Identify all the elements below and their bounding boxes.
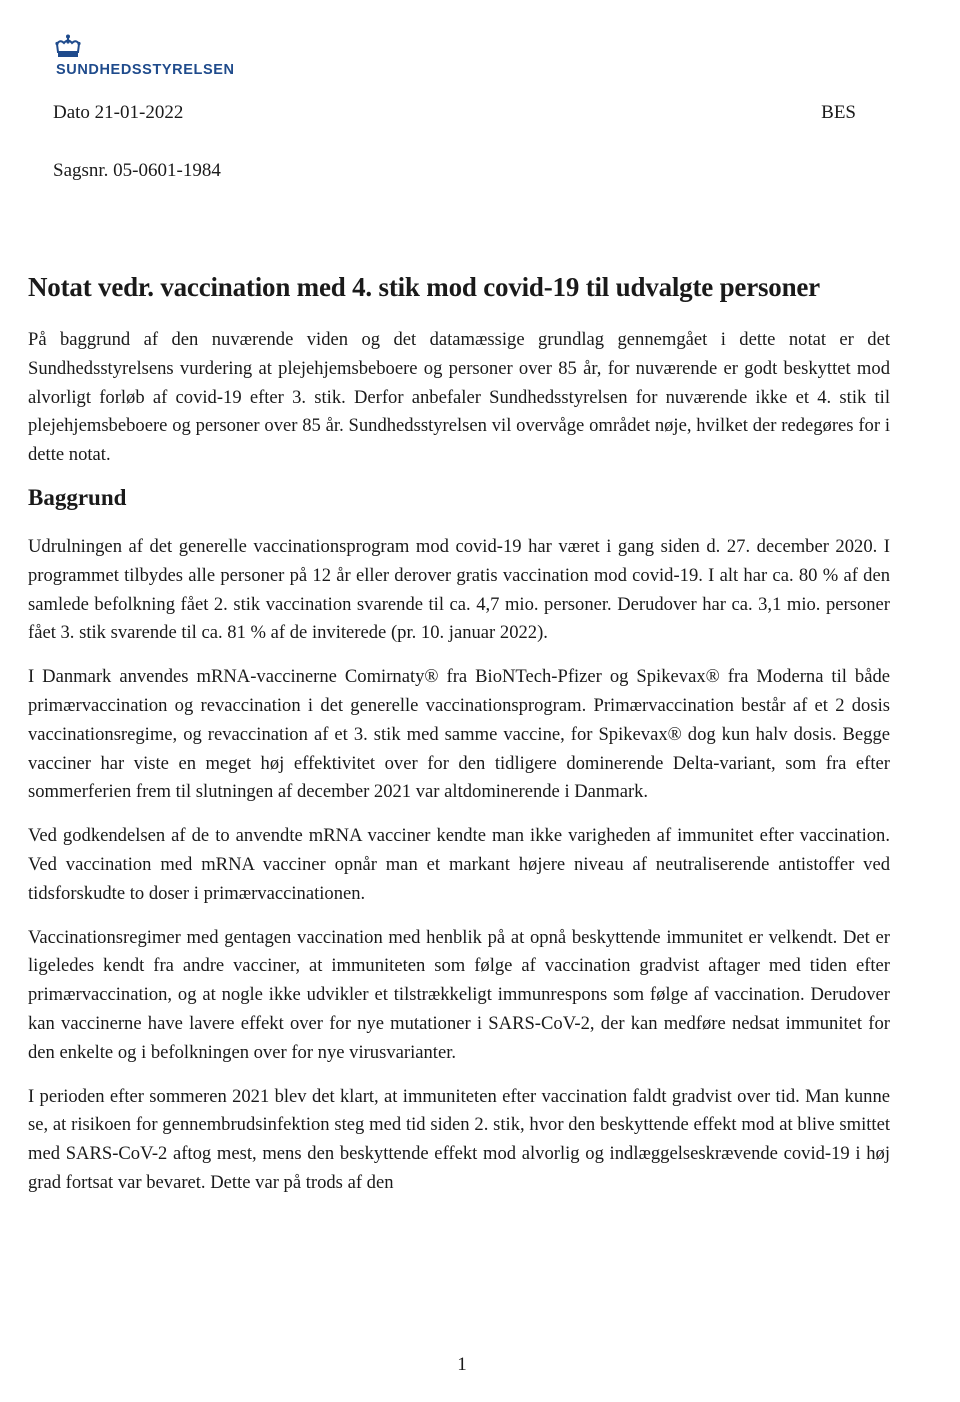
section-heading: Baggrund — [28, 484, 127, 510]
document-body — [28, 326, 890, 1213]
case-number: Sagsnr. 05-0601-1984 — [53, 160, 221, 181]
logo-text: SUNDHEDSSTYRELSEN — [56, 62, 235, 78]
document-title: Notat vedr. vaccination med 4. stik mod covid-19 til udvalgte personer — [28, 272, 820, 302]
intro-paragraph: På baggrund af den nuværende viden og det datamæssige grundlag gennemgået i dette notat er det Sundhedsstyrelsens vurdering at plejehjemsbeboere og personer over 85 år, for nuværende er godt beskyttet mod alvorligt forløb af covid-19 efter 3. stik. Derfor anbefaler Sundhedsstyrelsen for nuværende ikke et 4. stik til plejehjemsbeboere og personer over 85 år. Sundhedsstyrelsen vil overvåge området nøje, hvilket der redegøres for i dette notat. — [28, 329, 890, 466]
page-number: 1 — [457, 1354, 467, 1375]
agency-logo — [54, 34, 254, 84]
crown-icon — [54, 34, 82, 60]
document-date: Dato 21-01-2022 — [53, 102, 184, 123]
body-paragraph: Udrulningen af det generelle vaccinationsprogram mod covid-19 har været i gang siden d. 27. december 2020. I programmet tilbydes alle personer på 12 år eller derover gratis vaccination mod covid-19. I alt har ca. 80 % af den samlede befolkning fået 2. stik vaccination svarende til ca. 4,7 mio. personer. Derudover har ca. 3,1 mio. personer fået 3. stik svarende til ca. 81 % af de inviterede (pr. 10. januar 2022). — [28, 535, 890, 644]
author-initials: BES — [821, 102, 856, 123]
body-paragraph: I perioden efter sommeren 2021 blev det klart, at immuniteten efter vaccination faldt gradvist over tid. Man kunne se, at risikoen for gennembrudsinfektion steg med tid siden 2. stik, hvor den beskyttende effekt mod at blive smittet med SARS-CoV-2 aftog mest, mens den beskyttende effekt mod alvorlig og indlæggelseskrævende covid-19 i høj grad fortsat var bevaret. Dette var på trods af den — [28, 1085, 890, 1193]
body-paragraph: Ved godkendelsen af de to anvendte mRNA vacciner kendte man ikke varigheden af immunitet efter vaccination. Ved vaccination med mRNA vacciner opnår man et markant højere niveau af neutraliserende antistoffer ved tidsforskudte to doser i primærvaccinationen. — [28, 825, 890, 904]
body-paragraph: I Danmark anvendes mRNA-vaccinerne Comirnaty® fra BioNTech-Pfizer og Spikevax® fra Moderna til både primærvaccination og revaccination i det generelle vaccinationsprogram. Primærvaccination består af et 2 dosis vaccinationsregime, og revaccination af et 3. stik med samme vaccine, for Spikevax® dog kun halv dosis. Begge vacciner har viste en meget høj effektivitet over for den tidligere dominerende Delta-variant, som fra efter sommerferien frem til slutningen af december 2021 var altdominerende i Danmark. — [28, 666, 890, 803]
body-paragraph: Vaccinationsregimer med gentagen vaccination med henblik på at opnå beskyttende immunitet er velkendt. Det er ligeledes kendt fra andre vacciner, at immuniteten som følge af vaccination gradvist aftager med tiden efter primærvaccination, og at nogle ikke udvikler et tilstrækkeligt immunrespons som følge af vaccination. Derudover kan vaccinerne have lavere effekt over for nye mutationer i SARS-CoV-2, der kan medføre nedsat immunitet for den enkelte og i befolkningen over for nye virusvarianter. — [28, 926, 890, 1063]
